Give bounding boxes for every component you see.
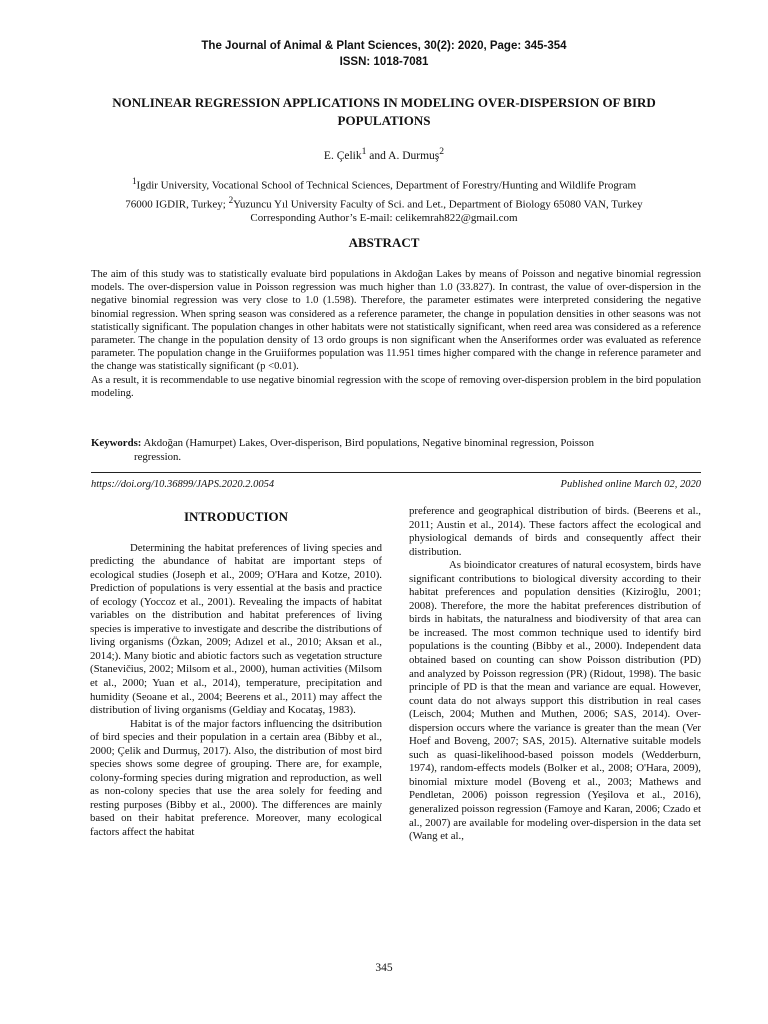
page-number: 345 xyxy=(375,962,393,974)
affiliation-line xyxy=(80,193,688,212)
abstract-paragraph: As a result, it is recommendable to use negative binomial regression with the scope of removing over-dispersion problem in the bird population modeling. xyxy=(91,374,701,399)
paper-title: NONLINEAR REGRESSION APPLICATIONS IN MODELING OVER-DISPERSION OF BIRD POPULATIONS xyxy=(112,95,656,128)
affiliation-text: Igdir University, Vocational School of Technical Sciences, Department of Forestry/Hunting and Wildlife Program xyxy=(136,179,637,192)
journal-issn: ISSN: 1018-7081 xyxy=(339,56,429,68)
affiliation-marker: 2 xyxy=(439,146,445,157)
keywords xyxy=(91,437,701,464)
affiliation-line xyxy=(80,174,688,193)
keywords-text: Akdoğan (Hamurpet) Lakes, Over-disperison, Bird populations, Negative binominal regression, Poisson xyxy=(141,437,594,449)
affiliation-marker: 1 xyxy=(131,176,137,186)
body-paragraph: preference and geographical distribution of birds. (Beerens et al., 2011; Austin et al., 2014). These factors affect the ecological and physiological demands of birds and consequently affect their distribution. xyxy=(409,505,701,558)
doi-link[interactable]: https://doi.org/10.36899/JAPS.2020.2.0054 xyxy=(91,479,275,490)
author-name: A. Durmuş xyxy=(388,149,440,162)
corresponding-author-email: Corresponding Author’s E-mail: celikemrah822@gmail.com xyxy=(250,212,518,225)
journal-citation: The Journal of Animal & Plant Sciences, 30(2): 2020, Page: 345-354 xyxy=(201,40,567,52)
introduction-heading: INTRODUCTION xyxy=(183,509,288,524)
right-column xyxy=(409,505,701,844)
author-name: E. Çelik xyxy=(323,149,362,162)
left-column xyxy=(90,503,382,840)
keywords-label: Keywords: xyxy=(91,437,142,449)
published-date: Published online March 02, 2020 xyxy=(560,479,701,490)
body-paragraph: Determining the habitat preferences of living species and predicting the abundance of habitat are important steps of ecological studies (Joseph et al., 2009; O'Hara and Kotze, 2010). Prediction of populations is very essential at the basis and practice of ecology (Yoccoz et al., 2001). Revealing the impacts of habitat variables on the distribution and habitat preferences of living species is imperative to investigate and describe the distributions of living organisms (Özkan, 2009; Adızel et al., 2010; Aksan et al., 2014;). Many biotic and abiotic factors such as vegetation structure (Stanevičius, 2002; Milsom et al., 2000), human activities (Milsom et al., 2000; Yuan et al., 2014), temperature, precipitation and humidity (Seoane et al., 2004; Beerens et al., 2011) may affect the distribution of living organisms (Geldiay and Kocataş, 1983). xyxy=(90,541,382,717)
affiliations xyxy=(80,174,688,225)
affiliation-text: 76000 IGDIR, Turkey; xyxy=(125,198,229,211)
affiliation-text: Yuzuncu Yıl University Faculty of Sci. and Let., Department of Biology 65080 VAN, Turkey xyxy=(233,198,643,211)
keywords-continuation: regression. xyxy=(134,450,182,463)
author-conjunction: and xyxy=(366,149,389,162)
abstract-paragraph: The aim of this study was to statistically evaluate bird populations in Akdoğan Lakes by means of Poisson and negative binomial regression models. The over-dispersion value in Poisson regression was much higher than 1.0 (33.827). In contrast, the value of over-dispersion in the negative binomial regression was very close to 1.0 (1.598). Therefore, the parameter estimates were interpreted considering the negative binomial regression. When spring season was considered as a reference parameter, the change in population densities in other seasons was not statistically significant. The population changes in other habitats were not statistically significant, when reed area was considered as a reference parameter. The change in the population density of 13 ordo groups is non significant when the Anseriformes order was evaluated as reference parameter. The population change in the Gruiiformes population was 11.951 times higher compared with the change in reference parameter and the change was statistically significant (p <0.01). xyxy=(91,269,701,373)
authors-line xyxy=(0,146,768,162)
abstract-body xyxy=(91,268,701,400)
journal-header xyxy=(0,38,768,70)
doi-line xyxy=(91,479,701,490)
horizontal-divider xyxy=(91,472,701,473)
body-paragraph: As bioindicator creatures of natural ecosystem, birds have significant contributions to biological diversity according to their habitat preferences and population densities (Kiziroğlu, 2001; 2008). Therefore, the more the habitat preferences distribution of birds in habitats, the naturalness and biodiversity of that area can be increased. The most common technique used to identify bird populations is the counting (Bibby et al., 2000). Independent data obtained based on counting can show Poisson distribution (PD) and analyzed by Poisson regression (PR) (Ridout, 1998). The basic principle of PD is that the mean and variance are equal. However, count data do not always support this distribution in real cases (Leisch, 2004; Muthen and Muthen, 2006; SAS, 2014). Over-dispersion occurs where the variance is greater than the mean (Ver Hoef and Boveng, 2007; SAS, 2015). Alternative suitable models such as quasi-likelihood-based poisson models (Wedderburn, 1974), random-effects models (Bolker et al., 2008; O'Hara, 2009), binomial mixture model (Boveng et al., 2003; Mathews and Pendletan, 2006) poisson regression (Yeşilova et al., 2016), generalized poisson regression (Famoye and Karan, 2006; Czado et al., 2007) are available for modeling over-dispersion in the data set (Wang et al., xyxy=(409,559,701,843)
affiliation-marker: 1 xyxy=(361,146,367,157)
body-paragraph: Habitat is of the major factors influencing the dsitribution of bird species and their population in a certain area (Bibby et al., 2000; Çelik and Durmuş, 2017). Also, the distribution of most bird species shows some degree of grouping. There are, for example, colony-forming species during migration and reproduction, as well as non-colony species that use the area solely for feeding and resting purposes (Bibby et al., 2000). The differences are mainly based on their habitat preference. Moreover, many ecological factors affect the habitat xyxy=(90,717,382,839)
abstract-heading: ABSTRACT xyxy=(348,235,420,250)
affiliation-marker: 2 xyxy=(228,194,234,205)
